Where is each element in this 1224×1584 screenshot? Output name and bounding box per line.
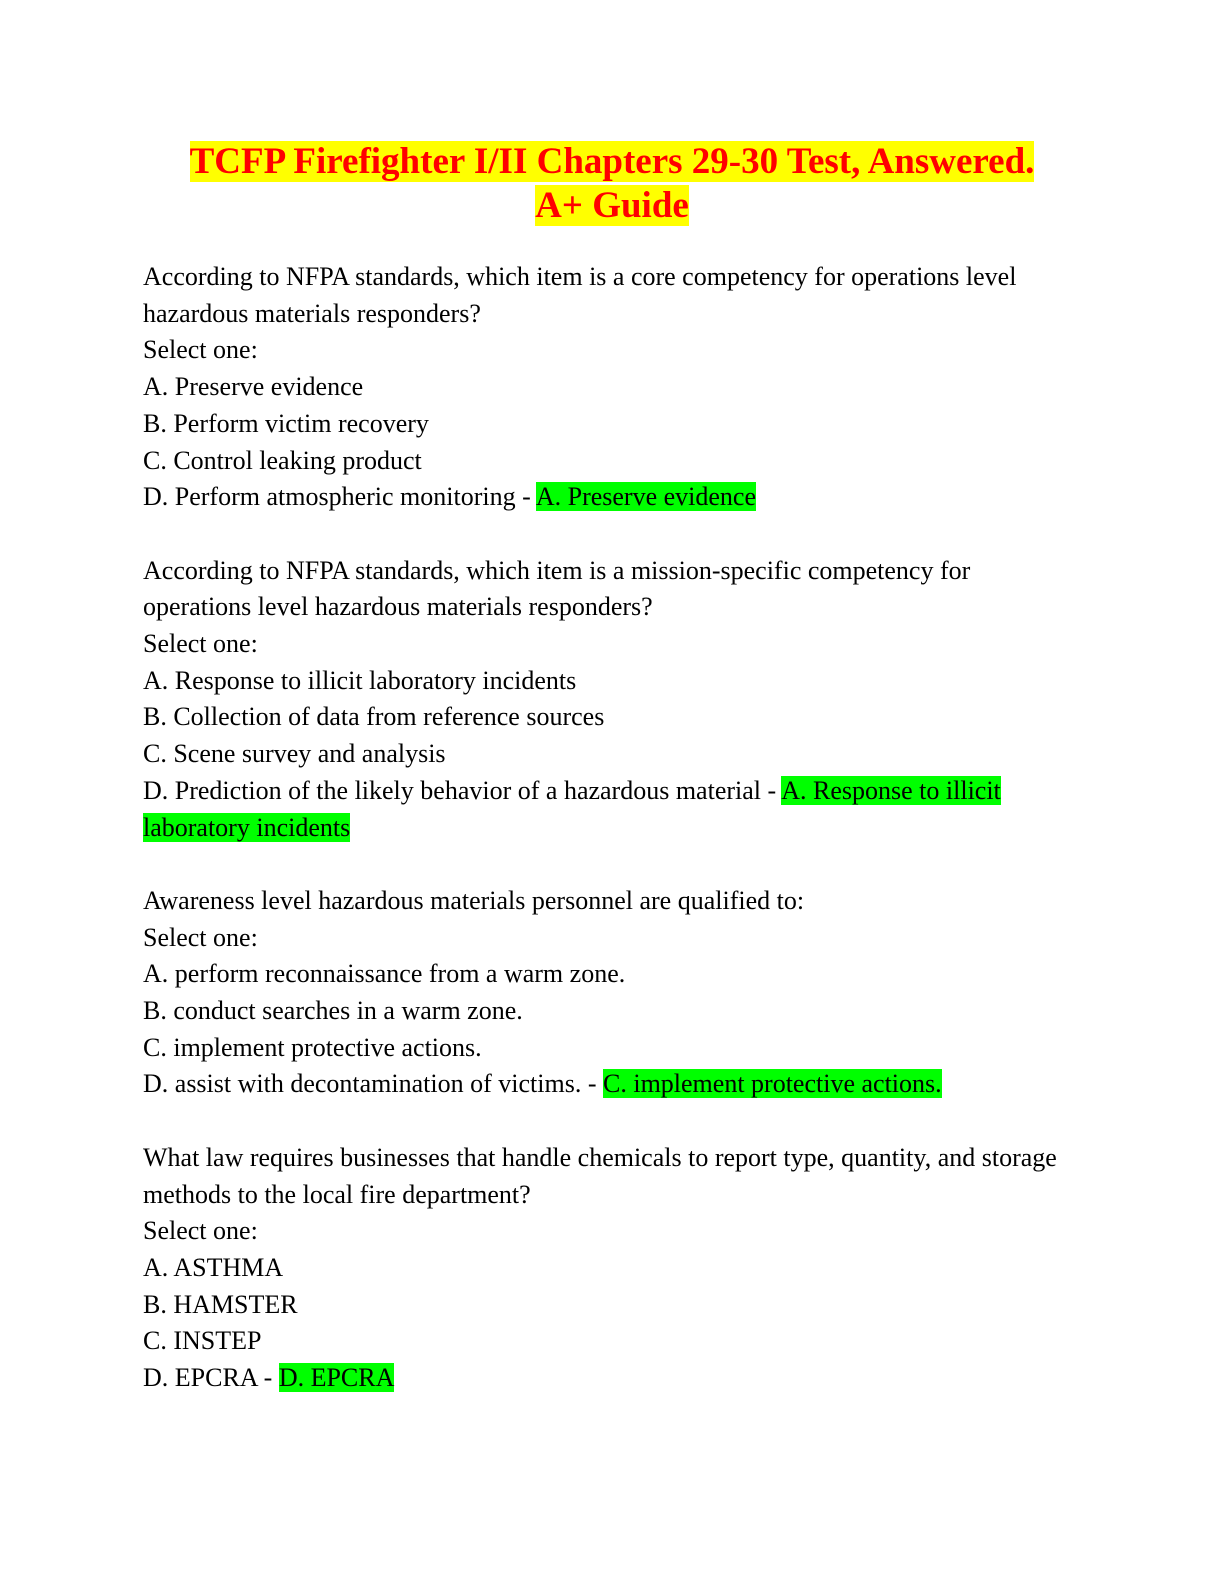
option-a: A. Preserve evidence (143, 372, 364, 402)
question-block-2 (143, 553, 1083, 847)
option-b: B. HAMSTER (143, 1289, 298, 1319)
title-line-2: A+ Guide (535, 185, 689, 226)
question-text: Awareness level hazardous materials personnel are qualified to: (143, 885, 805, 915)
answer-highlight: A. Preserve evidence (535, 482, 757, 512)
select-one-label: Select one: (143, 922, 258, 952)
option-d-line (143, 1360, 1083, 1397)
option-d-line (143, 479, 1083, 516)
option-b: B. Perform victim recovery (143, 408, 429, 438)
option-a: A. perform reconnaissance from a warm zone. (143, 959, 626, 989)
question-list (143, 259, 1083, 1433)
option-c: C. implement protective actions. (143, 1032, 482, 1062)
answer-highlight: D. EPCRA (278, 1363, 395, 1393)
select-one-label: Select one: (143, 335, 258, 365)
option-d-line (143, 773, 1083, 846)
answer-highlight: C. implement protective actions. (603, 1069, 942, 1099)
question-text: According to NFPA standards, which item is a mission-specific competency for operations level hazardous materials responders? (143, 555, 971, 622)
option-a: A. Response to illicit laboratory incidents (143, 665, 577, 695)
option-d: D. Prediction of the likely behavior of a hazardous material - (143, 775, 782, 805)
option-a: A. ASTHMA (143, 1252, 284, 1282)
option-c: C. Scene survey and analysis (143, 739, 446, 769)
question-text: What law requires businesses that handle chemicals to report type, quantity, and storage methods to the local fire department? (143, 1142, 1057, 1209)
option-c: C. Control leaking product (143, 445, 422, 475)
question-block-4 (143, 1140, 1083, 1397)
select-one-label: Select one: (143, 629, 258, 659)
question-block-1 (143, 259, 1083, 516)
title-line-1: TCFP Firefighter I/II Chapters 29-30 Test, Answered. (189, 141, 1035, 182)
option-d: D. EPCRA - (143, 1363, 279, 1393)
question-block-3 (143, 883, 1083, 1103)
question-text: According to NFPA standards, which item is a core competency for operations level hazardous materials responders? (143, 262, 1017, 328)
select-one-label: Select one: (143, 1216, 258, 1246)
document-title (0, 140, 1224, 228)
option-b: B. conduct searches in a warm zone. (143, 996, 523, 1026)
option-c: C. INSTEP (143, 1326, 262, 1356)
option-d: D. Perform atmospheric monitoring - (143, 482, 536, 512)
option-d: D. assist with decontamination of victims. - (143, 1069, 603, 1099)
answer-highlight: A. Response to illicit laboratory incidents (143, 775, 1001, 842)
option-b: B. Collection of data from reference sources (143, 702, 605, 732)
option-d-line (143, 1066, 1083, 1103)
